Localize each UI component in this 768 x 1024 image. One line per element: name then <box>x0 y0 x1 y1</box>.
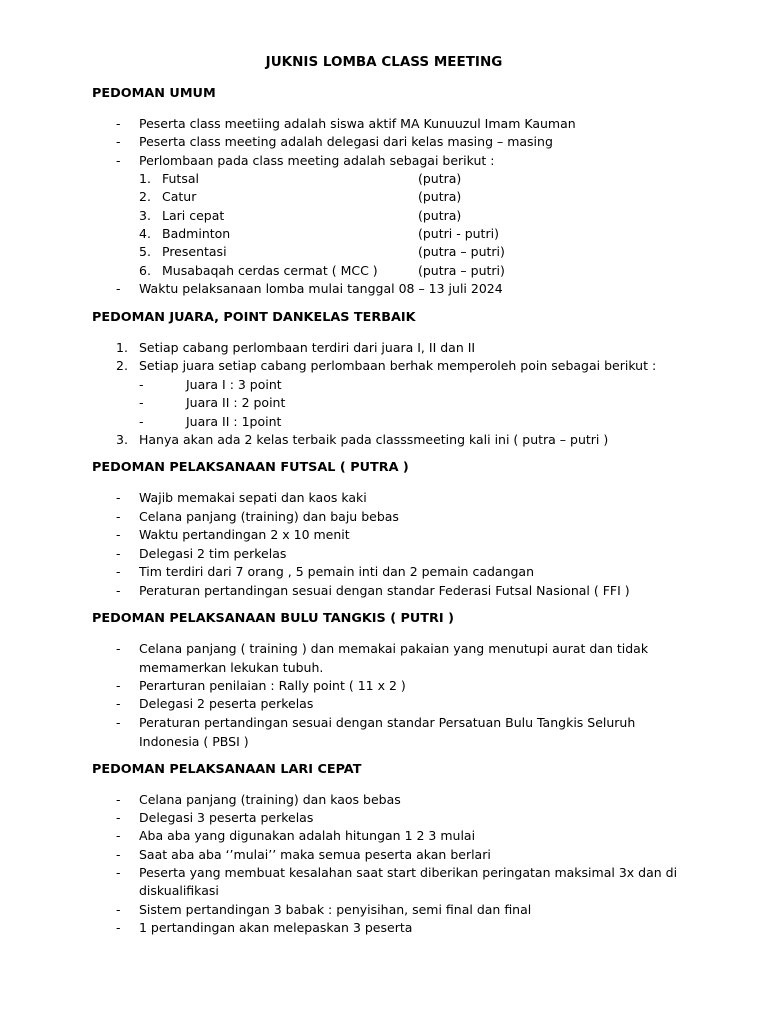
bullet-dash: - <box>116 116 121 131</box>
lomba-number: 1. <box>139 171 151 186</box>
list-item-text: Indonesia ( PBSI ) <box>139 734 249 749</box>
heading-pedoman-juara: PEDOMAN JUARA, POINT DANKELAS TERBAIK <box>92 310 416 325</box>
lomba-name: Musabaqah cerdas cermat ( MCC ) <box>162 263 378 278</box>
list-item-text: Tim terdiri dari 7 orang , 5 pemain inti dan 2 pemain cadangan <box>139 564 535 579</box>
bullet-dash: - <box>116 134 121 149</box>
bullet-dash: - <box>116 641 121 656</box>
lomba-category: (putra) <box>418 189 462 204</box>
lomba-category: (putra – putri) <box>418 244 505 259</box>
bullet-dash: - <box>116 678 121 693</box>
bullet-dash: - <box>116 583 121 598</box>
bullet-dash: - <box>116 696 121 711</box>
item-number: 3. <box>116 432 128 447</box>
list-item-text: Aba aba yang digunakan adalah hitungan 1 2 3 mulai <box>139 828 476 843</box>
list-item-text: Saat aba aba ‘’mulai’’ maka semua peserta akan berlari <box>139 847 491 862</box>
list-item-text: Peraturan pertandingan sesuai dengan standar Persatuan Bulu Tangkis Seluruh <box>139 715 636 730</box>
lomba-name: Catur <box>162 189 197 204</box>
lomba-number: 3. <box>139 208 151 223</box>
list-item-text: diskualifikasi <box>139 883 219 898</box>
lomba-category: (putra) <box>418 171 462 186</box>
heading-pedoman-lari-cepat: PEDOMAN PELAKSANAAN LARI CEPAT <box>92 762 362 777</box>
bullet-dash: - <box>116 546 121 561</box>
heading-pedoman-bulu-tangkis: PEDOMAN PELAKSANAAN BULU TANGKIS ( PUTRI ) <box>92 611 454 626</box>
bullet-dash: - <box>116 715 121 730</box>
lomba-category: (putri - putri) <box>418 226 499 241</box>
list-item-text: Celana panjang ( training ) dan memakai pakaian yang menutupi aurat dan tidak <box>139 641 649 656</box>
bullet-dash: - <box>139 414 144 429</box>
lomba-number: 5. <box>139 244 151 259</box>
lomba-name: Futsal <box>162 171 199 186</box>
list-item-text: Perarturan penilaian : Rally point ( 11 x 2 ) <box>139 678 406 693</box>
list-item-text: memamerkan lekukan tubuh. <box>139 660 324 675</box>
list-item-text: Celana panjang (training) dan kaos bebas <box>139 792 401 807</box>
bullet-dash: - <box>116 865 121 880</box>
list-item-text: Peraturan pertandingan sesuai dengan standar Federasi Futsal Nasional ( FFI ) <box>139 583 630 598</box>
item-text: Hanya akan ada 2 kelas terbaik pada classsmeeting kali ini ( putra – putri ) <box>139 432 609 447</box>
item-number: 2. <box>116 358 128 373</box>
list-item-text: Delegasi 2 tim perkelas <box>139 546 287 561</box>
bullet-dash: - <box>116 920 121 935</box>
list-item-text: Perlombaan pada class meeting adalah sebagai berikut : <box>139 153 495 168</box>
heading-pedoman-futsal: PEDOMAN PELAKSANAAN FUTSAL ( PUTRA ) <box>92 460 409 475</box>
list-item-text: Delegasi 3 peserta perkelas <box>139 810 314 825</box>
list-item-text: Waktu pertandingan 2 x 10 menit <box>139 527 350 542</box>
lomba-name: Presentasi <box>162 244 227 259</box>
list-item-text: Peserta yang membuat kesalahan saat start diberikan peringatan maksimal 3x dan di <box>139 865 678 880</box>
list-item-text: 1 pertandingan akan melepaskan 3 peserta <box>139 920 413 935</box>
list-item-text: Sistem pertandingan 3 babak : penyisihan, semi final dan final <box>139 902 532 917</box>
lomba-name: Lari cepat <box>162 208 225 223</box>
lomba-number: 4. <box>139 226 151 241</box>
bullet-dash: - <box>116 792 121 807</box>
bullet-dash: - <box>116 847 121 862</box>
list-item-text: Peserta class meetiing adalah siswa aktif MA Kunuuzul Imam Kauman <box>139 116 576 131</box>
list-item-text: Wajib memakai sepati dan kaos kaki <box>139 490 367 505</box>
bullet-dash: - <box>139 395 144 410</box>
list-item-text: Peserta class meeting adalah delegasi dari kelas masing – masing <box>139 134 553 149</box>
point-text: Juara II : 2 point <box>186 395 286 410</box>
lomba-name: Badminton <box>162 226 231 241</box>
bullet-dash: - <box>116 527 121 542</box>
point-text: Juara II : 1point <box>186 414 282 429</box>
bullet-dash: - <box>116 153 121 168</box>
lomba-category: (putra) <box>418 208 462 223</box>
bullet-dash: - <box>139 377 144 392</box>
bullet-dash: - <box>116 281 121 296</box>
point-text: Juara I : 3 point <box>186 377 282 392</box>
lomba-category: (putra – putri) <box>418 263 505 278</box>
list-item-text: Delegasi 2 peserta perkelas <box>139 696 314 711</box>
bullet-dash: - <box>116 902 121 917</box>
list-item-text: Waktu pelaksanaan lomba mulai tanggal 08 – 13 juli 2024 <box>139 281 503 296</box>
bullet-dash: - <box>116 509 121 524</box>
bullet-dash: - <box>116 828 121 843</box>
list-item-text: Celana panjang (training) dan baju bebas <box>139 509 399 524</box>
bullet-dash: - <box>116 810 121 825</box>
item-text: Setiap cabang perlombaan terdiri dari juara I, II dan II <box>139 340 476 355</box>
lomba-number: 6. <box>139 263 151 278</box>
document-title: JUKNIS LOMBA CLASS MEETING <box>265 54 503 70</box>
bullet-dash: - <box>116 490 121 505</box>
item-text: Setiap juara setiap cabang perlombaan berhak memperoleh poin sebagai berikut : <box>139 358 657 373</box>
heading-pedoman-umum: PEDOMAN UMUM <box>92 86 216 101</box>
lomba-number: 2. <box>139 189 151 204</box>
item-number: 1. <box>116 340 128 355</box>
bullet-dash: - <box>116 564 121 579</box>
